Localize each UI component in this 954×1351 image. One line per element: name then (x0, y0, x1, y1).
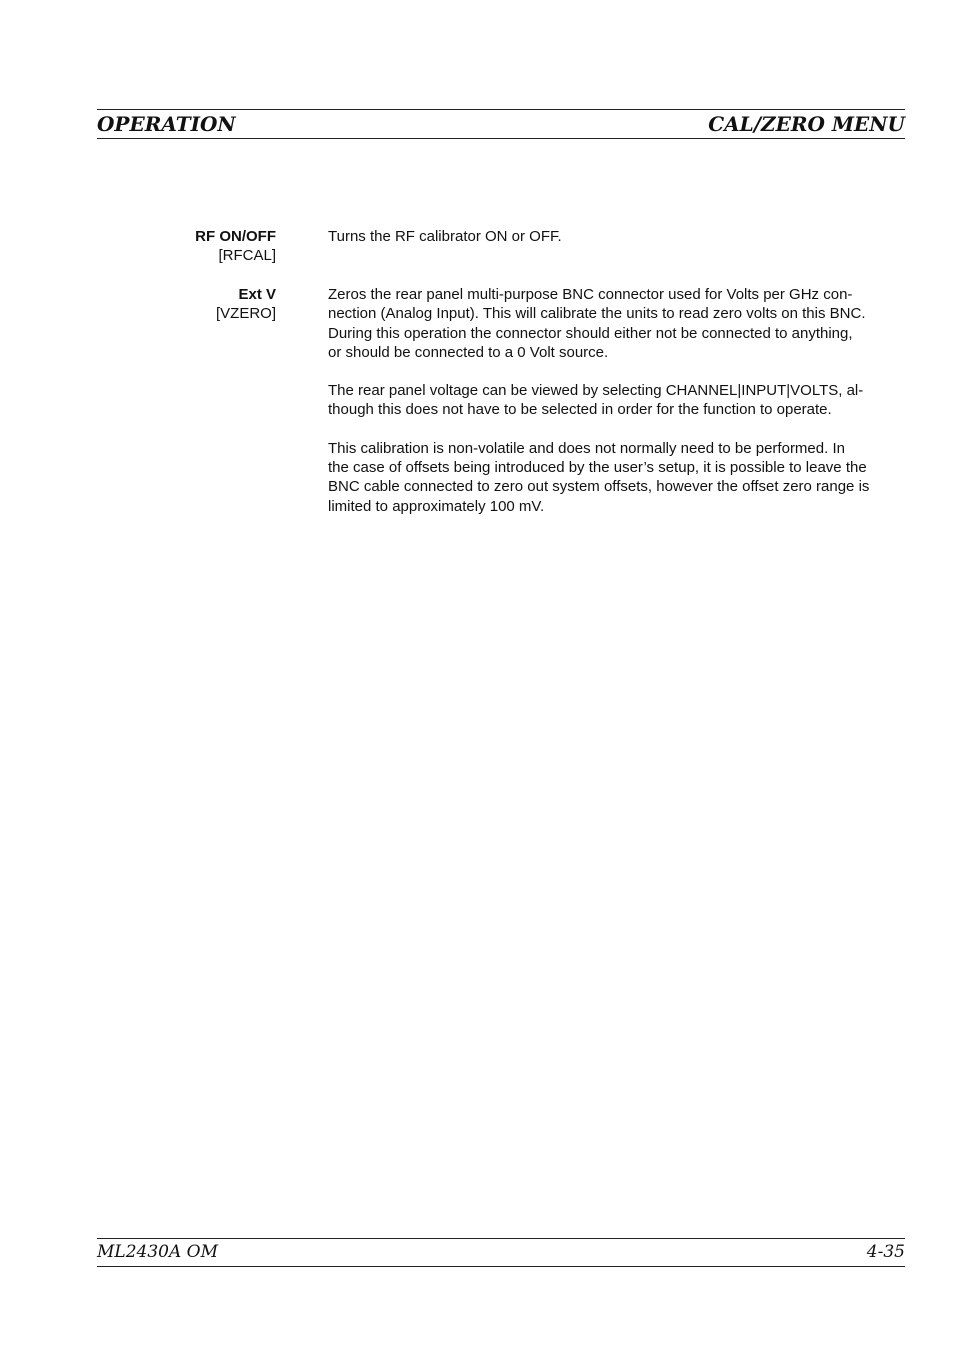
entry-label (195, 227, 276, 266)
page-header (97, 109, 905, 139)
text-line: Turns the RF calibrator ON or OFF. (328, 228, 562, 245)
entry-code: [RFCAL] (218, 247, 276, 265)
entry-description (328, 285, 905, 535)
header-section-title: OPERATION (97, 112, 236, 136)
text-line: The rear panel voltage can be viewed by selecting CHANNEL|INPUT|VOLTS, al- (328, 382, 864, 400)
text-line: or should be connected to a 0 Volt source. (328, 343, 609, 361)
page-footer (97, 1238, 905, 1267)
text-line: Zeros the rear panel multi-purpose BNC connector used for Volts per GHz con- (328, 286, 853, 303)
text-line: This calibration is non-volatile and does not normally need to be performed. In (328, 439, 845, 457)
header-topic-title: CAL/ZERO MENU (708, 112, 905, 136)
description-paragraph (328, 381, 905, 420)
description-paragraph (328, 227, 905, 246)
entry-code: [VZERO] (215, 305, 276, 323)
text-line: BNC cable connected to zero out system offsets, however the offset zero range is (328, 478, 870, 496)
entry-name: RF ON/OFF (195, 228, 276, 245)
entry-label (216, 285, 276, 324)
description-paragraph (328, 439, 905, 516)
description-paragraph (328, 285, 905, 362)
text-line: nection (Analog Input). This will calibrate the units to read zero volts on this BNC. (328, 305, 866, 323)
text-line: though this does not have to be selected in order for the function to operate. (328, 401, 832, 419)
footer-page-number: 4-35 (866, 1242, 905, 1262)
entry-description (328, 227, 905, 265)
text-line: limited to approximately 100 mV. (328, 497, 545, 515)
text-line: During this operation the connector should either not be connected to anything, (328, 324, 853, 342)
footer-manual-name: ML2430A OM (97, 1242, 218, 1262)
entry-name: Ext V (238, 286, 276, 303)
text-line: the case of offsets being introduced by the user’s setup, it is possible to leave the (328, 459, 867, 477)
